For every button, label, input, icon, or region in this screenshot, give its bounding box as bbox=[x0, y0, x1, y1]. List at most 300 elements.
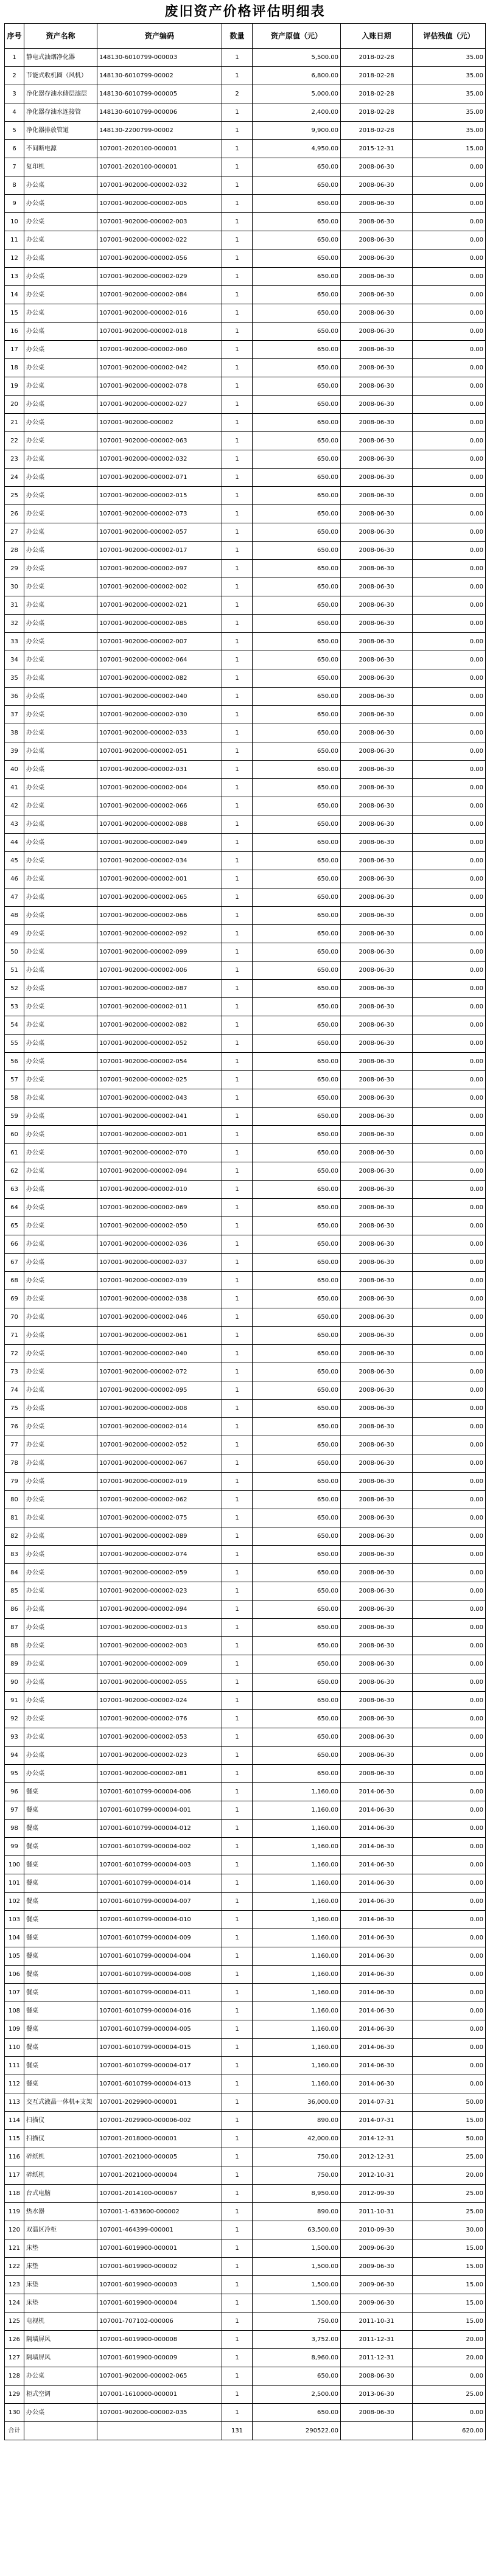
quantity: 1 bbox=[222, 542, 253, 560]
quantity: 1 bbox=[222, 1820, 253, 1838]
row-number: 105 bbox=[5, 1947, 24, 1966]
quantity: 1 bbox=[222, 797, 253, 815]
original-value: 650.00 bbox=[253, 980, 341, 998]
total-label: 合计 bbox=[5, 2422, 24, 2440]
entry-date: 2008-06-30 bbox=[341, 1674, 413, 1692]
table-row bbox=[5, 341, 486, 359]
original-value: 2,500.00 bbox=[253, 2386, 341, 2404]
table-row bbox=[5, 1290, 486, 1308]
row-number: 42 bbox=[5, 797, 24, 815]
table-row bbox=[5, 1400, 486, 1418]
residual-value: 0.00 bbox=[413, 852, 486, 870]
original-value: 650.00 bbox=[253, 1035, 341, 1053]
residual-value: 0.00 bbox=[413, 1108, 486, 1126]
residual-value: 0.00 bbox=[413, 1874, 486, 1893]
quantity: 2 bbox=[222, 85, 253, 103]
asset-name: 办公桌 bbox=[24, 1144, 97, 1162]
asset-code: 107001-6010799-000004-003 bbox=[97, 1856, 222, 1874]
asset-code: 107001-6010799-000004-016 bbox=[97, 2002, 222, 2020]
table-row bbox=[5, 1199, 486, 1217]
asset-code: 107001-902000-000002-042 bbox=[97, 359, 222, 377]
residual-value: 0.00 bbox=[413, 578, 486, 596]
table-row bbox=[5, 1747, 486, 1765]
asset-name: 办公桌 bbox=[24, 742, 97, 761]
asset-code: 107001-6010799-000004-015 bbox=[97, 2039, 222, 2057]
entry-date: 2008-06-30 bbox=[341, 1254, 413, 1272]
row-number: 113 bbox=[5, 2093, 24, 2112]
row-number: 86 bbox=[5, 1600, 24, 1619]
original-value: 650.00 bbox=[253, 578, 341, 596]
asset-name: 办公桌 bbox=[24, 560, 97, 578]
original-value: 650.00 bbox=[253, 414, 341, 432]
asset-code: 148130-2200799-00002 bbox=[97, 122, 222, 140]
table-row bbox=[5, 359, 486, 377]
asset-name: 办公桌 bbox=[24, 1053, 97, 1071]
quantity: 1 bbox=[222, 1838, 253, 1856]
asset-name: 办公桌 bbox=[24, 1016, 97, 1035]
asset-code: 107001-902000-000002-053 bbox=[97, 1728, 222, 1747]
residual-value: 0.00 bbox=[413, 962, 486, 980]
table-row bbox=[5, 1947, 486, 1966]
entry-date: 2014-06-30 bbox=[341, 2002, 413, 2020]
asset-name: 办公桌 bbox=[24, 377, 97, 396]
entry-date: 2008-06-30 bbox=[341, 2367, 413, 2386]
asset-code: 107001-902000-000002-074 bbox=[97, 1546, 222, 1564]
entry-date: 2008-06-30 bbox=[341, 1747, 413, 1765]
entry-date: 2008-06-30 bbox=[341, 213, 413, 231]
original-value: 650.00 bbox=[253, 962, 341, 980]
residual-value: 0.00 bbox=[413, 1272, 486, 1290]
row-number: 92 bbox=[5, 1710, 24, 1728]
total-name bbox=[24, 2422, 97, 2440]
table-row bbox=[5, 505, 486, 523]
row-number: 3 bbox=[5, 85, 24, 103]
asset-code: 107001-902000-000002-035 bbox=[97, 2404, 222, 2422]
original-value: 650.00 bbox=[253, 1564, 341, 1582]
table-row bbox=[5, 542, 486, 560]
entry-date: 2008-06-30 bbox=[341, 359, 413, 377]
table-row bbox=[5, 615, 486, 633]
entry-date: 2014-06-30 bbox=[341, 1874, 413, 1893]
asset-code: 107001-902000-000002-066 bbox=[97, 907, 222, 925]
table-row bbox=[5, 633, 486, 651]
quantity: 1 bbox=[222, 761, 253, 779]
entry-date: 2018-02-28 bbox=[341, 49, 413, 67]
entry-date: 2014-06-30 bbox=[341, 1929, 413, 1947]
asset-name: 餐桌 bbox=[24, 2057, 97, 2075]
residual-value: 0.00 bbox=[413, 1181, 486, 1199]
original-value: 650.00 bbox=[253, 1181, 341, 1199]
entry-date: 2008-06-30 bbox=[341, 1619, 413, 1637]
table-row bbox=[5, 1108, 486, 1126]
original-value: 650.00 bbox=[253, 1747, 341, 1765]
entry-date: 2008-06-30 bbox=[341, 1016, 413, 1035]
asset-name: 办公桌 bbox=[24, 834, 97, 852]
asset-name: 餐桌 bbox=[24, 1801, 97, 1820]
quantity: 1 bbox=[222, 669, 253, 688]
original-value: 650.00 bbox=[253, 1655, 341, 1674]
original-value: 650.00 bbox=[253, 1053, 341, 1071]
asset-code: 107001-902000-000002-078 bbox=[97, 377, 222, 396]
asset-code: 107001-902000-000002-069 bbox=[97, 1199, 222, 1217]
total-row bbox=[5, 2422, 486, 2440]
asset-name: 办公桌 bbox=[24, 1400, 97, 1418]
original-value: 8,960.00 bbox=[253, 2349, 341, 2367]
row-number: 52 bbox=[5, 980, 24, 998]
asset-name: 办公桌 bbox=[24, 870, 97, 888]
original-value: 750.00 bbox=[253, 2148, 341, 2166]
entry-date: 2008-06-30 bbox=[341, 250, 413, 268]
residual-value: 0.00 bbox=[413, 414, 486, 432]
entry-date: 2014-06-30 bbox=[341, 1783, 413, 1801]
asset-code: 107001-6010799-000004-011 bbox=[97, 1984, 222, 2002]
original-value: 650.00 bbox=[253, 1089, 341, 1108]
row-number: 21 bbox=[5, 414, 24, 432]
asset-code: 107001-902000-000002-097 bbox=[97, 560, 222, 578]
asset-code: 107001-902000-000002-056 bbox=[97, 250, 222, 268]
quantity: 1 bbox=[222, 523, 253, 542]
row-number: 50 bbox=[5, 943, 24, 962]
quantity: 1 bbox=[222, 1600, 253, 1619]
quantity: 1 bbox=[222, 140, 253, 158]
table-row bbox=[5, 2148, 486, 2166]
asset-code: 107001-2020100-000001 bbox=[97, 140, 222, 158]
entry-date: 2014-06-30 bbox=[341, 1911, 413, 1929]
row-number: 38 bbox=[5, 724, 24, 742]
residual-value: 0.00 bbox=[413, 1820, 486, 1838]
entry-date: 2014-06-30 bbox=[341, 1984, 413, 2002]
asset-code: 107001-902000-000002-038 bbox=[97, 1290, 222, 1308]
row-number: 104 bbox=[5, 1929, 24, 1947]
table-row bbox=[5, 925, 486, 943]
row-number: 87 bbox=[5, 1619, 24, 1637]
original-value: 650.00 bbox=[253, 1637, 341, 1655]
quantity: 1 bbox=[222, 1655, 253, 1674]
residual-value: 15.00 bbox=[413, 2258, 486, 2276]
asset-name: 办公桌 bbox=[24, 304, 97, 323]
residual-value: 0.00 bbox=[413, 2075, 486, 2093]
entry-date: 2008-06-30 bbox=[341, 523, 413, 542]
residual-value: 0.00 bbox=[413, 1381, 486, 1400]
quantity: 1 bbox=[222, 1254, 253, 1272]
entry-date: 2008-06-30 bbox=[341, 1473, 413, 1491]
asset-code: 107001-902000-000002-008 bbox=[97, 1400, 222, 1418]
entry-date: 2011-10-31 bbox=[341, 2312, 413, 2331]
asset-code: 107001-902000-000002-014 bbox=[97, 1418, 222, 1436]
entry-date: 2008-06-30 bbox=[341, 341, 413, 359]
asset-code: 107001-902000-000002-021 bbox=[97, 596, 222, 615]
quantity: 1 bbox=[222, 2349, 253, 2367]
quantity: 1 bbox=[222, 2221, 253, 2239]
entry-date: 2008-06-30 bbox=[341, 1144, 413, 1162]
asset-name: 碎纸机 bbox=[24, 2148, 97, 2166]
quantity: 1 bbox=[222, 779, 253, 797]
asset-name: 办公桌 bbox=[24, 487, 97, 505]
table-row bbox=[5, 2294, 486, 2312]
quantity: 1 bbox=[222, 1509, 253, 1527]
residual-value: 15.00 bbox=[413, 2312, 486, 2331]
original-value: 650.00 bbox=[253, 1108, 341, 1126]
table-row bbox=[5, 195, 486, 213]
original-value: 1,160.00 bbox=[253, 2057, 341, 2075]
quantity: 1 bbox=[222, 943, 253, 962]
original-value: 650.00 bbox=[253, 888, 341, 907]
asset-name: 办公桌 bbox=[24, 1199, 97, 1217]
table-row bbox=[5, 980, 486, 998]
quantity: 1 bbox=[222, 2386, 253, 2404]
asset-code: 107001-902000-000002-018 bbox=[97, 323, 222, 341]
quantity: 1 bbox=[222, 1783, 253, 1801]
original-value: 650.00 bbox=[253, 542, 341, 560]
row-number: 109 bbox=[5, 2020, 24, 2039]
original-value: 650.00 bbox=[253, 615, 341, 633]
asset-code: 107001-902000-000002 bbox=[97, 414, 222, 432]
row-number: 77 bbox=[5, 1436, 24, 1454]
table-row bbox=[5, 1801, 486, 1820]
asset-name: 办公桌 bbox=[24, 779, 97, 797]
quantity: 1 bbox=[222, 2166, 253, 2185]
quantity: 1 bbox=[222, 1947, 253, 1966]
asset-code: 107001-6010799-000004-009 bbox=[97, 1929, 222, 1947]
asset-name: 办公桌 bbox=[24, 176, 97, 195]
asset-name: 办公桌 bbox=[24, 1345, 97, 1363]
row-number: 56 bbox=[5, 1053, 24, 1071]
asset-name: 床垫 bbox=[24, 2294, 97, 2312]
asset-name: 静电式油烟净化器 bbox=[24, 49, 97, 67]
row-number: 14 bbox=[5, 286, 24, 304]
quantity: 1 bbox=[222, 1363, 253, 1381]
table-row bbox=[5, 1327, 486, 1345]
asset-code: 107001-6019900-000003 bbox=[97, 2276, 222, 2294]
table-row bbox=[5, 1966, 486, 1984]
row-number: 34 bbox=[5, 651, 24, 669]
asset-name: 办公桌 bbox=[24, 523, 97, 542]
original-value: 650.00 bbox=[253, 1308, 341, 1327]
asset-name: 餐桌 bbox=[24, 1838, 97, 1856]
residual-value: 0.00 bbox=[413, 1747, 486, 1765]
entry-date: 2010-09-30 bbox=[341, 2221, 413, 2239]
asset-code: 107001-902000-000002-013 bbox=[97, 1619, 222, 1637]
asset-name: 办公桌 bbox=[24, 1527, 97, 1546]
quantity: 1 bbox=[222, 122, 253, 140]
residual-value: 0.00 bbox=[413, 2020, 486, 2039]
residual-value: 0.00 bbox=[413, 176, 486, 195]
row-number: 25 bbox=[5, 487, 24, 505]
entry-date: 2008-06-30 bbox=[341, 396, 413, 414]
residual-value: 0.00 bbox=[413, 669, 486, 688]
original-value: 650.00 bbox=[253, 907, 341, 925]
original-value: 650.00 bbox=[253, 925, 341, 943]
quantity: 1 bbox=[222, 1929, 253, 1947]
entry-date: 2014-06-30 bbox=[341, 1838, 413, 1856]
table-row bbox=[5, 1984, 486, 2002]
row-number: 10 bbox=[5, 213, 24, 231]
asset-name: 办公桌 bbox=[24, 943, 97, 962]
original-value: 650.00 bbox=[253, 1600, 341, 1619]
header-no: 序号 bbox=[5, 24, 24, 49]
asset-code: 107001-902000-000002-004 bbox=[97, 779, 222, 797]
asset-code: 107001-902000-000002-010 bbox=[97, 1181, 222, 1199]
original-value: 1,160.00 bbox=[253, 1911, 341, 1929]
entry-date: 2008-06-30 bbox=[341, 578, 413, 596]
table-row bbox=[5, 469, 486, 487]
asset-code: 107001-902000-000002-082 bbox=[97, 669, 222, 688]
entry-date: 2013-06-30 bbox=[341, 2386, 413, 2404]
asset-name: 办公桌 bbox=[24, 1108, 97, 1126]
entry-date: 2008-06-30 bbox=[341, 1053, 413, 1071]
table-row bbox=[5, 651, 486, 669]
asset-code: 107001-902000-000002-054 bbox=[97, 1053, 222, 1071]
original-value: 650.00 bbox=[253, 323, 341, 341]
original-value: 650.00 bbox=[253, 706, 341, 724]
table-row bbox=[5, 1235, 486, 1254]
row-number: 79 bbox=[5, 1473, 24, 1491]
table-row bbox=[5, 2221, 486, 2239]
entry-date: 2012-09-30 bbox=[341, 2185, 413, 2203]
residual-value: 0.00 bbox=[413, 195, 486, 213]
original-value: 650.00 bbox=[253, 560, 341, 578]
residual-value: 0.00 bbox=[413, 1929, 486, 1947]
quantity: 1 bbox=[222, 2258, 253, 2276]
row-number: 45 bbox=[5, 852, 24, 870]
entry-date: 2008-06-30 bbox=[341, 1217, 413, 1235]
table-row bbox=[5, 1126, 486, 1144]
quantity: 1 bbox=[222, 2404, 253, 2422]
original-value: 1,160.00 bbox=[253, 1856, 341, 1874]
table-row bbox=[5, 250, 486, 268]
table-row bbox=[5, 286, 486, 304]
residual-value: 0.00 bbox=[413, 1765, 486, 1783]
table-row bbox=[5, 1071, 486, 1089]
row-number: 89 bbox=[5, 1655, 24, 1674]
asset-name: 不间断电源 bbox=[24, 140, 97, 158]
asset-code: 107001-2020100-000001 bbox=[97, 158, 222, 176]
original-value: 1,160.00 bbox=[253, 1801, 341, 1820]
asset-code: 107001-902000-000002-011 bbox=[97, 998, 222, 1016]
quantity: 1 bbox=[222, 158, 253, 176]
asset-code: 107001-902000-000002-040 bbox=[97, 1345, 222, 1363]
row-number: 62 bbox=[5, 1162, 24, 1181]
quantity: 1 bbox=[222, 2057, 253, 2075]
row-number: 71 bbox=[5, 1327, 24, 1345]
table-row bbox=[5, 304, 486, 323]
table-row bbox=[5, 67, 486, 85]
entry-date: 2018-02-28 bbox=[341, 67, 413, 85]
row-number: 130 bbox=[5, 2404, 24, 2422]
quantity: 1 bbox=[222, 103, 253, 122]
asset-name: 办公桌 bbox=[24, 359, 97, 377]
quantity: 1 bbox=[222, 1308, 253, 1327]
residual-value: 0.00 bbox=[413, 1290, 486, 1308]
table-row bbox=[5, 1381, 486, 1400]
table-row bbox=[5, 1436, 486, 1454]
original-value: 650.00 bbox=[253, 1345, 341, 1363]
entry-date: 2009-06-30 bbox=[341, 2294, 413, 2312]
row-number: 55 bbox=[5, 1035, 24, 1053]
asset-name: 办公桌 bbox=[24, 1582, 97, 1600]
row-number: 39 bbox=[5, 742, 24, 761]
row-number: 103 bbox=[5, 1911, 24, 1929]
table-row bbox=[5, 1655, 486, 1674]
residual-value: 50.00 bbox=[413, 2093, 486, 2112]
original-value: 650.00 bbox=[253, 195, 341, 213]
quantity: 1 bbox=[222, 1436, 253, 1454]
entry-date: 2008-06-30 bbox=[341, 943, 413, 962]
row-number: 111 bbox=[5, 2057, 24, 2075]
quantity: 1 bbox=[222, 487, 253, 505]
residual-value: 25.00 bbox=[413, 2185, 486, 2203]
original-value: 1,160.00 bbox=[253, 1838, 341, 1856]
table-row bbox=[5, 213, 486, 231]
asset-code: 107001-902000-000002-029 bbox=[97, 268, 222, 286]
quantity: 1 bbox=[222, 1454, 253, 1473]
row-number: 123 bbox=[5, 2276, 24, 2294]
residual-value: 0.00 bbox=[413, 2002, 486, 2020]
entry-date: 2008-06-30 bbox=[341, 907, 413, 925]
table-row bbox=[5, 1363, 486, 1381]
table-row bbox=[5, 2386, 486, 2404]
asset-code: 107001-902000-000002-066 bbox=[97, 797, 222, 815]
table-row bbox=[5, 2203, 486, 2221]
asset-code: 107001-2018000-000001 bbox=[97, 2130, 222, 2148]
row-number: 63 bbox=[5, 1181, 24, 1199]
quantity: 1 bbox=[222, 1692, 253, 1710]
row-number: 12 bbox=[5, 250, 24, 268]
row-number: 64 bbox=[5, 1199, 24, 1217]
residual-value: 0.00 bbox=[413, 1454, 486, 1473]
row-number: 29 bbox=[5, 560, 24, 578]
table-row bbox=[5, 2093, 486, 2112]
entry-date: 2009-06-30 bbox=[341, 2239, 413, 2258]
original-value: 890.00 bbox=[253, 2203, 341, 2221]
quantity: 1 bbox=[222, 1400, 253, 1418]
asset-code: 107001-902000-000002-007 bbox=[97, 633, 222, 651]
quantity: 1 bbox=[222, 2130, 253, 2148]
table-row bbox=[5, 2020, 486, 2039]
original-value: 650.00 bbox=[253, 1199, 341, 1217]
table-row bbox=[5, 688, 486, 706]
asset-code: 107001-902000-000002-043 bbox=[97, 1089, 222, 1108]
asset-name: 办公桌 bbox=[24, 323, 97, 341]
table-row bbox=[5, 1491, 486, 1509]
table-row bbox=[5, 1454, 486, 1473]
quantity: 1 bbox=[222, 1491, 253, 1509]
table-row bbox=[5, 140, 486, 158]
entry-date: 2011-10-31 bbox=[341, 2203, 413, 2221]
asset-code: 107001-902000-000002-009 bbox=[97, 1655, 222, 1674]
original-value: 650.00 bbox=[253, 1527, 341, 1546]
row-number: 69 bbox=[5, 1290, 24, 1308]
row-number: 98 bbox=[5, 1820, 24, 1838]
entry-date: 2008-06-30 bbox=[341, 1290, 413, 1308]
original-value: 650.00 bbox=[253, 852, 341, 870]
entry-date: 2008-06-30 bbox=[341, 852, 413, 870]
quantity: 1 bbox=[222, 1966, 253, 1984]
residual-value: 25.00 bbox=[413, 2386, 486, 2404]
row-number: 5 bbox=[5, 122, 24, 140]
asset-code: 107001-6010799-000004-006 bbox=[97, 1783, 222, 1801]
residual-value: 0.00 bbox=[413, 250, 486, 268]
quantity: 1 bbox=[222, 596, 253, 615]
asset-code: 107001-902000-000002-071 bbox=[97, 469, 222, 487]
asset-name: 办公桌 bbox=[24, 231, 97, 250]
asset-code: 107001-902000-000002-072 bbox=[97, 1363, 222, 1381]
original-value: 890.00 bbox=[253, 2112, 341, 2130]
asset-name: 餐桌 bbox=[24, 1947, 97, 1966]
asset-code: 148130-6010799-00002 bbox=[97, 67, 222, 85]
quantity: 1 bbox=[222, 1089, 253, 1108]
asset-name: 办公桌 bbox=[24, 1162, 97, 1181]
